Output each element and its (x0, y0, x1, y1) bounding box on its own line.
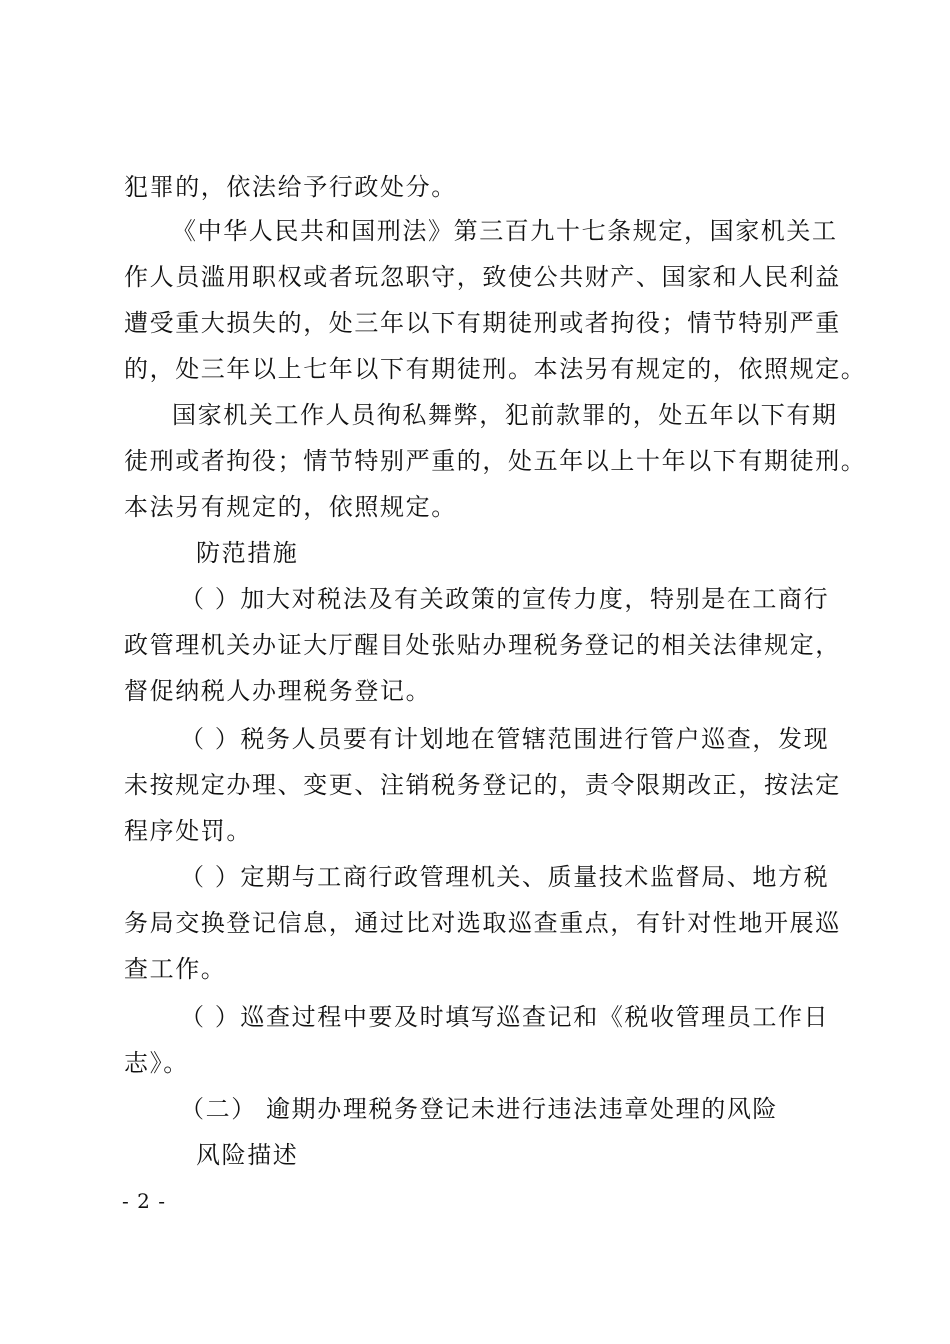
paragraph-line: 犯罪的，依法给予行政处分。 (124, 173, 457, 201)
paragraph-line: 本法另有规定的，依照规定。 (124, 493, 457, 521)
paragraph-line: 《中华人民共和国刑法》第三百九十七条规定，国家机关工 (172, 217, 838, 245)
list-item-line: 查工作。 (124, 955, 227, 983)
paragraph-line: 徒刑或者拘役；情节特别严重的，处五年以上十年以下有期徒刑。 (124, 447, 867, 475)
list-item-line: （ ）加大对税法及有关政策的宣传力度，特别是在工商行 (180, 585, 830, 613)
paragraph-line: 的，处三年以上七年以下有期徒刑。本法另有规定的，依照规定。 (124, 355, 867, 383)
paragraph-line: 作人员滥用职权或者玩忽职守，致使公共财产、国家和人民利益 (124, 263, 841, 291)
paragraph-line: 遭受重大损失的，处三年以下有期徒刑或者拘役；情节特别严重 (124, 309, 841, 337)
list-item-line: （ ）定期与工商行政管理机关、质量技术监督局、地方税 (180, 863, 830, 891)
list-item-line: 程序处罚。 (124, 817, 252, 845)
list-item-line: 督促纳税人办理税务登记。 (124, 677, 432, 705)
section-heading: 风险描述 (196, 1141, 299, 1169)
page-number: - 2 - (122, 1189, 166, 1213)
section-heading: 防范措施 (196, 539, 299, 567)
list-item-line: （ ）税务人员要有计划地在管辖范围进行管户巡查，发现 (180, 725, 830, 753)
list-item-line: （ ）巡查过程中要及时填写巡查记和《税收管理员工作日 (180, 1003, 830, 1031)
paragraph-line: 国家机关工作人员徇私舞弊，犯前款罪的，处五年以下有期 (172, 401, 838, 429)
list-item-line: 未按规定办理、变更、注销税务登记的，责令限期改正，按法定 (124, 771, 841, 799)
list-item-line: 务局交换登记信息，通过比对选取巡查重点，有针对性地开展巡 (124, 909, 841, 937)
subsection-heading: （二） 逾期办理税务登记未进行违法违章处理的风险 (180, 1095, 779, 1123)
list-item-line: 志》。 (124, 1049, 189, 1077)
list-item-line: 政管理机关办证大厅醒目处张贴办理税务登记的相关法律规定， (124, 631, 841, 659)
